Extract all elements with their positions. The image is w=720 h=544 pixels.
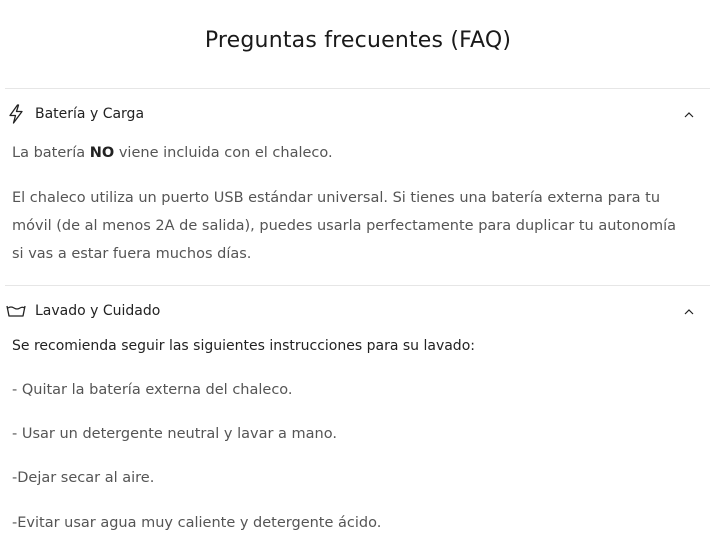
answer-text-prefix: La batería: [12, 145, 90, 161]
divider: [5, 285, 710, 286]
page-title: Preguntas frecuentes (FAQ): [204, 28, 512, 53]
faq-answer-paragraph: El chaleco utiliza un puerto USB estándar universal. Si tienes una batería externa para tu móvil (de al menos 2A de salida), puedes usarla perfectamente para duplicar tu autonomía si vas a estar fuera muchos días.: [12, 190, 677, 262]
faq-answer-text: [12, 139, 692, 167]
list-item: -Evitar usar agua muy caliente y detergente ácido.: [12, 515, 382, 531]
wash-basin-icon: [6, 301, 26, 321]
faq-header-lavado[interactable]: [6, 300, 706, 322]
divider: [5, 88, 710, 89]
answer-text-suffix: viene incluida con el chaleco.: [114, 145, 333, 161]
answer-emphasis: NO: [89, 145, 115, 161]
chevron-up-icon[interactable]: [682, 107, 696, 121]
list-item: -Dejar secar al aire.: [12, 470, 155, 486]
list-item: - Usar un detergente neutral y lavar a mano.: [12, 426, 337, 442]
lightning-bolt-icon: [6, 104, 26, 124]
chevron-up-icon[interactable]: [682, 304, 696, 318]
faq-answer-intro: Se recomienda seguir las siguientes instrucciones para su lavado:: [12, 338, 475, 354]
faq-title: Batería y Carga: [35, 106, 145, 122]
faq-header-bateria[interactable]: [6, 103, 706, 125]
faq-title: Lavado y Cuidado: [35, 303, 161, 319]
list-item: - Quitar la batería externa del chaleco.: [12, 382, 293, 398]
